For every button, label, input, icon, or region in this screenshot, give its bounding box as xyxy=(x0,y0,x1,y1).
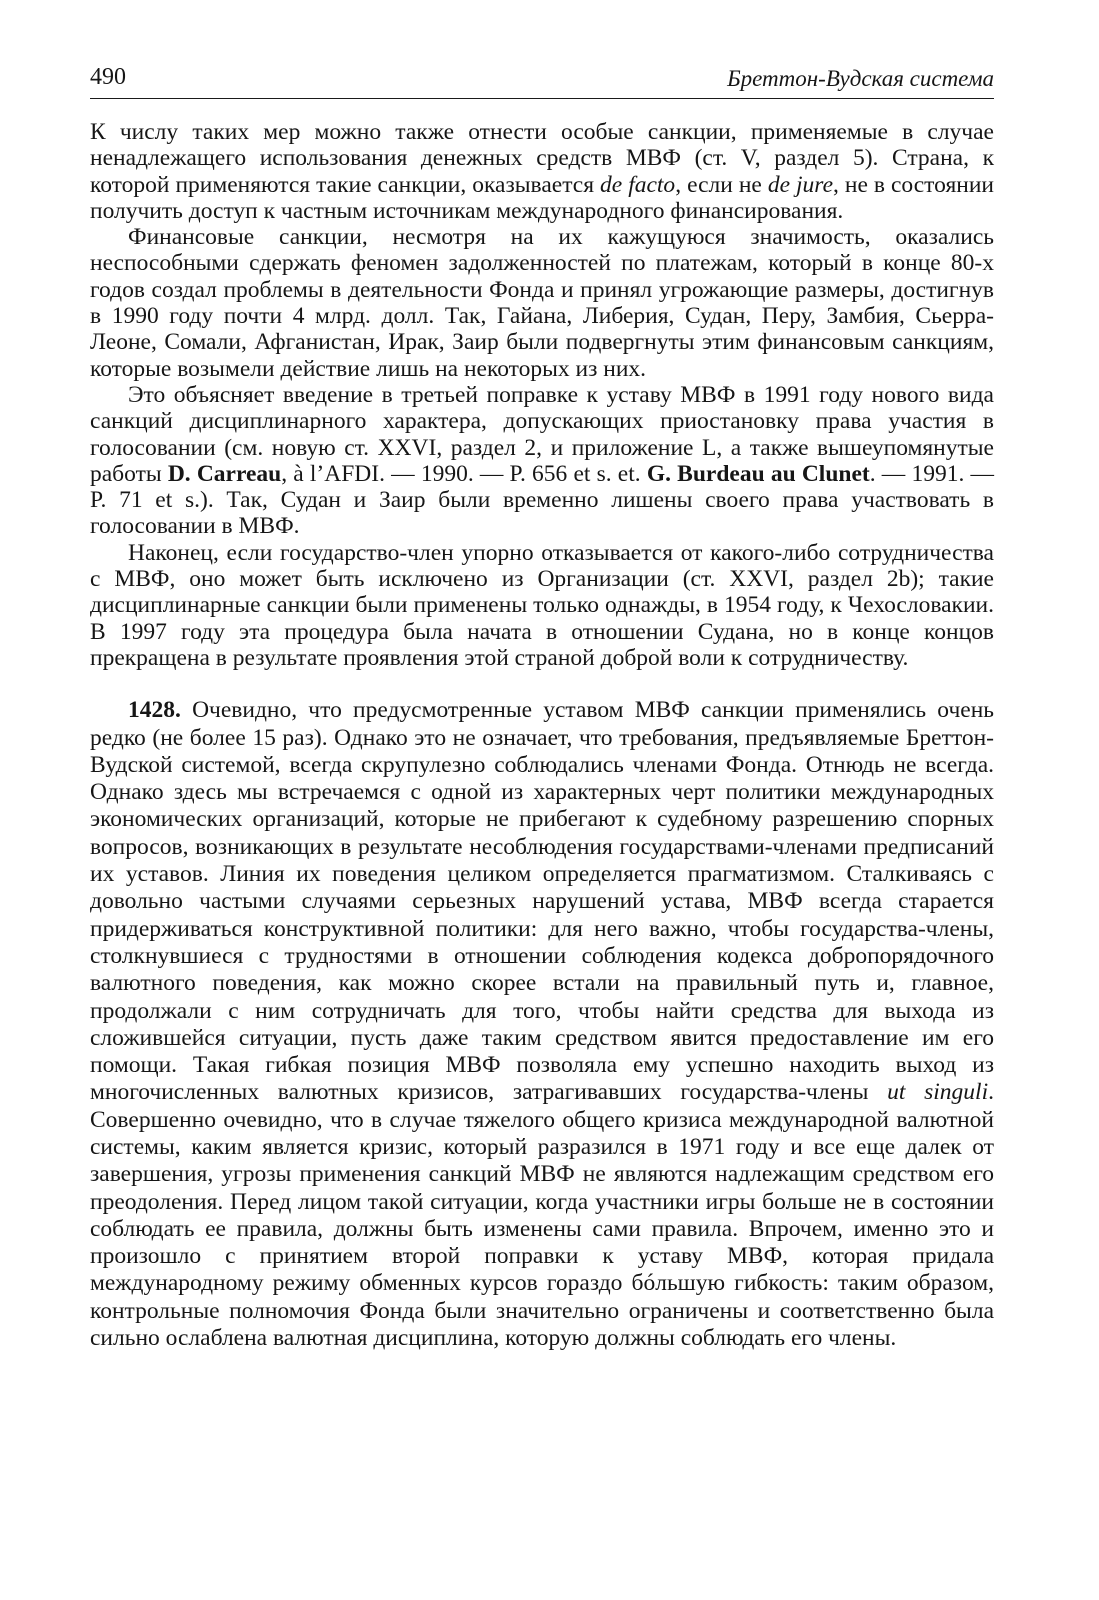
italic-de-facto: de facto xyxy=(600,171,676,198)
paragraph-3-text-a: Это объясняет введение в третьей поправке к уставу МВФ в 1991 году нового вида санкций дисциплинарного характера, допускающих приостановку права участия в голосовании (см. новую ст. XXVI, раздел 2, и приложение L, а также вышеупомянутые работы xyxy=(90,381,994,487)
page-number: 490 xyxy=(90,64,126,90)
paragraph-1 xyxy=(90,119,994,224)
paragraph-1-text-b: , если не xyxy=(675,171,768,198)
paragraph-4: Наконец, если государство-член упорно отказывается от какого-либо сотрудничества с МВФ, оно может быть исключено из Организации (ст. XXVI, раздел 2b); такие дисциплинарные санкции были применены только однажды, в 1954 году, к Чехословакии. В 1997 году эта процедура была начата в отношении Судана, но в конце концов прекращена в результате проявления этой страной доброй воли к сотрудничеству. xyxy=(90,539,994,671)
paragraph-1-text-c: , не в состоянии получить доступ к частным источникам международного финансирования. xyxy=(90,171,994,224)
paragraph-1428 xyxy=(90,697,994,1352)
paragraph-3 xyxy=(90,382,994,540)
section-number: 1428. xyxy=(128,697,181,724)
body-text xyxy=(90,119,994,1352)
italic-ut-singuli: ut singuli xyxy=(887,1079,989,1106)
paragraph-1428-text-a: Очевидно, что предусмотренные уставом МВФ санкции применялись очень редко (не более 15 раз). Однако это не означает, что требования, предъявляемые Бреттон-Вудской системой, всегда скрупулезно соблюдались членами Фонда. Отнюдь не всегда. Однако здесь мы встречаемся с одной из характерных черт политики международных экономических организаций, которые не прибегают к судебному разрешению спорных вопросов, возникающих в результате несоблюдения государствами-членами предписаний их уставов. Линия их поведения целиком определяется прагматизмом. Сталкиваясь с довольно частыми случаями серьезных нарушений устава, МВФ всегда старается придерживаться конструктивной политики: для него важно, чтобы государства-члены, столкнувшиеся с трудностями в отношении соблюдения кодекса добропорядочного валютного поведения, как можно скорее встали на правильный путь и, главное, продолжали с ним сотрудничать для того, чтобы найти средства для выхода из сложившейся ситуации, пусть даже таким средством явится предоставление им его помощи. Такая гибкая позиция МВФ позволяла ему успешно находить выход из многочисленных валютных кризисов, затрагивавших государства-члены xyxy=(90,697,994,1106)
running-title: Бреттон-Вудская система xyxy=(727,66,994,91)
paragraph-1-text-a: К числу таких мер можно также отнести особые санкции, применяемые в случае ненадлежащего использования денежных средств МВФ (ст. V, раздел 5). Страна, к которой применяются такие санкции, оказывается xyxy=(90,119,994,198)
book-page xyxy=(90,62,994,1352)
paragraph-1428-text-b: . Совершенно очевидно, что в случае тяжелого общего кризиса международной валютной системы, каким является кризис, который разразился в 1971 году и все еще далек от завершения, угрозы применения санкций МВФ не являются надлежащим средством его преодоления. Перед лицом такой ситуации, когда участники игры больше не в состоянии соблюдать ее правила, должны быть изменены сами правила. Впрочем, именно это и произошло с принятием второй поправки к уставу МВФ, которая придала международному режиму обменных курсов гораздо бóльшую гибкость: таким образом, контрольные полномочия Фонда были значительно ограничены и соответственно была сильно ослаблена валютная дисциплина, которую должны соблюдать его члены. xyxy=(90,1079,994,1352)
paragraph-3-text-b: , à l’AFDI. — 1990. — P. 656 et s. et. xyxy=(281,460,647,487)
running-head xyxy=(90,62,994,99)
author-burdeau: G. Burdeau au Clunet xyxy=(646,460,870,487)
paragraph-2: Финансовые санкции, несмотря на их кажущуюся значимость, оказались неспособными сдержать феномен задолженностей по платежам, который в конце 80-х годов создал проблемы в деятельности Фонда и принял угрожающие размеры, достигнув в 1990 году почти 4 млрд. долл. Так, Гайана, Либерия, Судан, Перу, Замбия, Сьерра-Леоне, Сомали, Афганистан, Ирак, Заир были подвергнуты этим финансовым санкциям, которые возымели действие лишь на некоторых из них. xyxy=(90,224,994,382)
paragraph-3-text-c: . — 1991. — P. 71 et s.). Так, Судан и Заир были временно лишены своего права участвовать в голосовании в МВФ. xyxy=(90,460,994,540)
italic-de-jure: de jure xyxy=(767,171,833,198)
author-carreau: D. Carreau xyxy=(167,460,282,487)
